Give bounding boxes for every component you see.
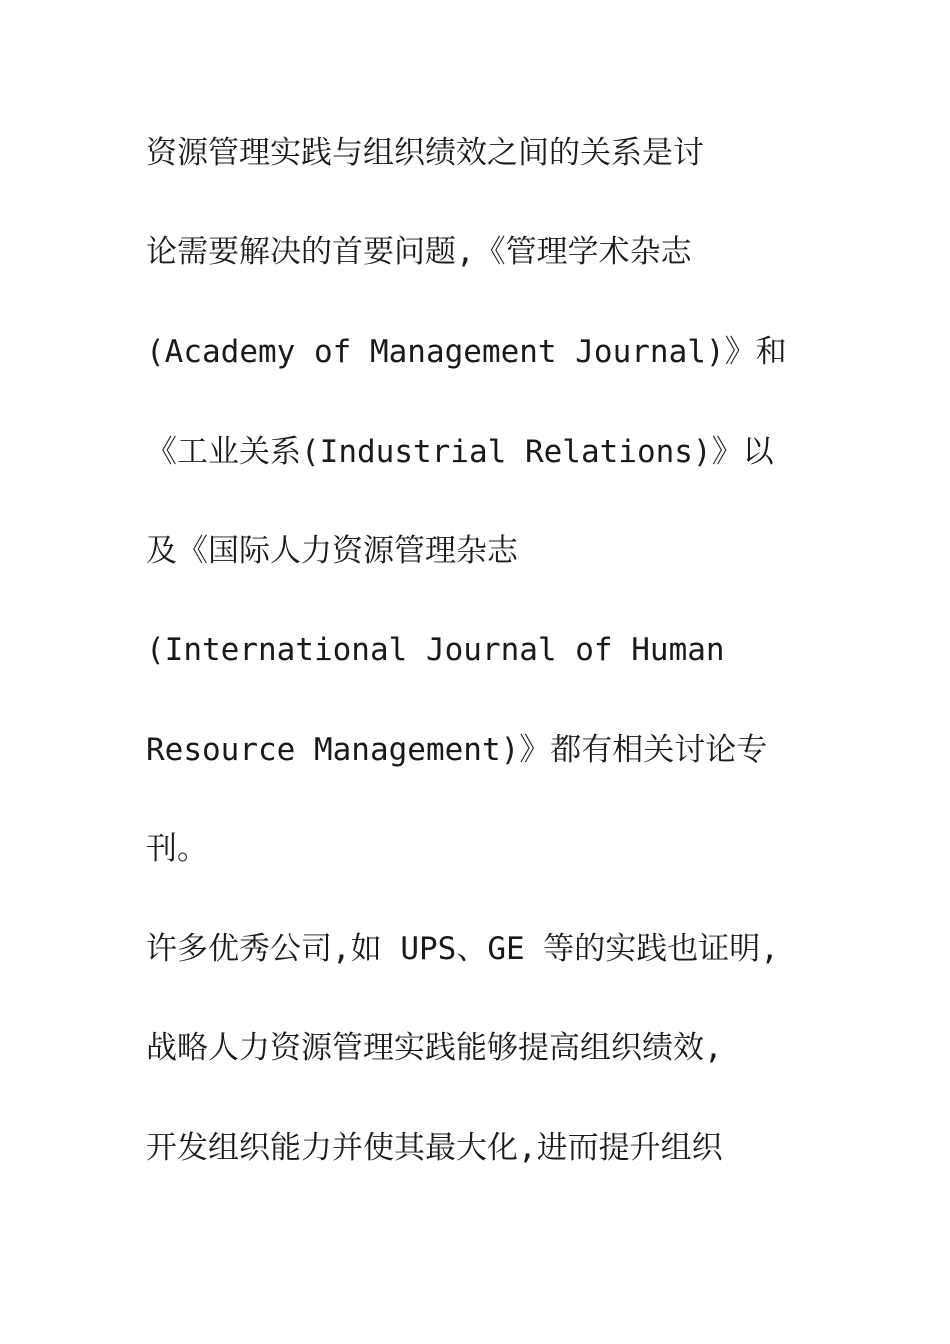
text-line-5: 及《国际人力资源管理杂志 xyxy=(146,533,518,569)
text-line-11: 开发组织能力并使其最大化,进而提升组织 xyxy=(146,1130,723,1166)
text-line-10: 战略人力资源管理实践能够提高组织绩效, xyxy=(146,1030,723,1066)
text-line-3: (Academy of Management Journal)》和 xyxy=(146,334,787,370)
text-line-4: 《工业关系(Industrial Relations)》以 xyxy=(146,434,774,470)
text-line-8: 刊。 xyxy=(146,831,208,867)
text-line-6: (International Journal of Human xyxy=(146,632,725,668)
text-line-2: 论需要解决的首要问题,《管理学术杂志 xyxy=(146,234,692,270)
text-line-9: 许多优秀公司,如 UPS、GE 等的实践也证明, xyxy=(146,931,779,967)
text-line-7: Resource Management)》都有相关讨论专 xyxy=(146,732,768,768)
text-line-1: 资源管理实践与组织绩效之间的关系是讨 xyxy=(146,135,704,171)
